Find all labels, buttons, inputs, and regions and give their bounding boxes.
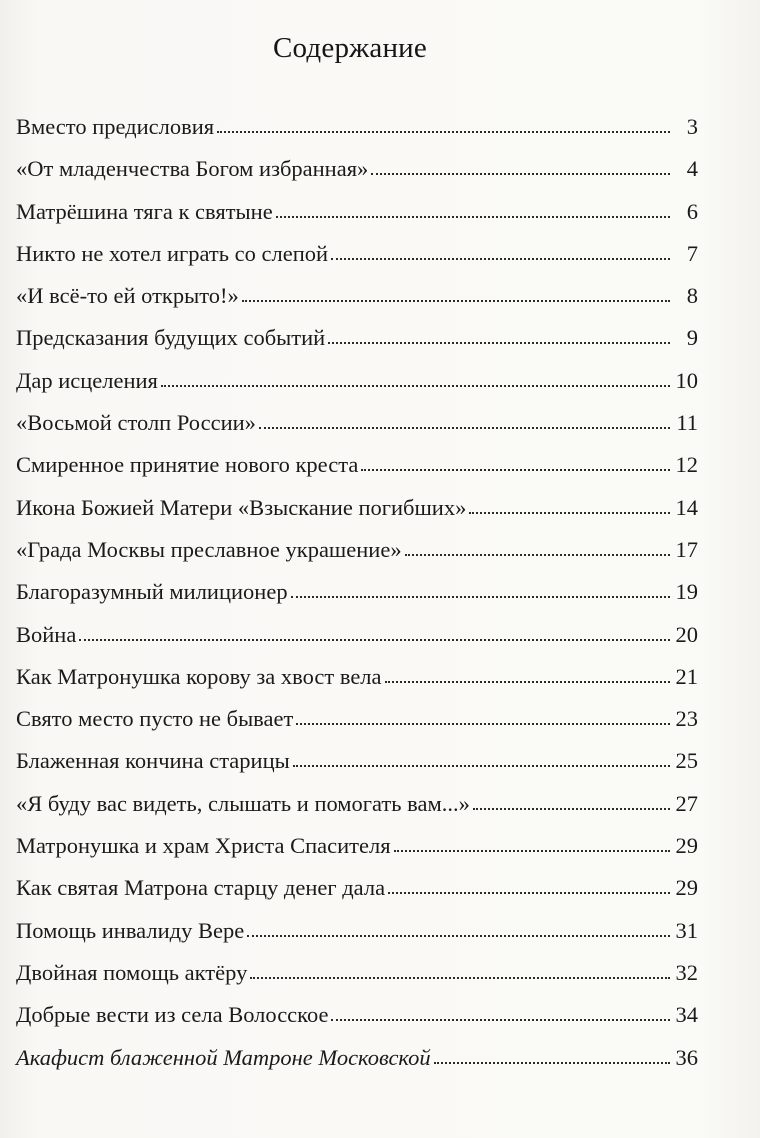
toc-page-number: 20 <box>675 621 698 647</box>
dot-leader <box>405 552 670 556</box>
toc-page-number: 12 <box>675 452 698 478</box>
toc-page-number: 10 <box>675 367 698 393</box>
toc-entry-title: Добрые вести из села Волосское <box>16 1002 329 1028</box>
toc-page-number: 17 <box>675 536 698 562</box>
dot-leader <box>293 763 670 767</box>
toc-entry <box>16 275 698 317</box>
toc-page-number: 32 <box>675 959 698 985</box>
toc-page-number: 3 <box>686 114 698 139</box>
dot-leader <box>161 383 670 387</box>
toc-entry <box>16 994 698 1036</box>
toc-page-number: 4 <box>686 156 698 182</box>
dot-leader <box>388 890 669 894</box>
toc-entry-title: «Восьмой столп России» <box>16 410 256 436</box>
dot-leader <box>276 214 670 218</box>
toc-page-number: 19 <box>675 579 698 605</box>
toc-entry <box>16 317 698 359</box>
dot-leader <box>79 637 669 641</box>
dot-leader <box>291 594 670 598</box>
page-title: Содержание <box>273 32 427 64</box>
toc-entry-title: «Града Москвы преславное украшение» <box>16 536 402 562</box>
toc-entry-title: Дар исцеления <box>16 367 158 393</box>
toc-page-number: 14 <box>675 494 698 520</box>
toc-entry-title: Смиренное принятие нового креста <box>16 452 359 478</box>
dot-leader <box>385 679 670 683</box>
toc-entry-title: «И всё-то ей открыто!» <box>16 283 239 309</box>
toc-entry <box>16 402 698 444</box>
toc-entry <box>16 487 698 529</box>
toc-page-number: 23 <box>675 706 698 732</box>
toc-entry-title: Как Матронушка корову за хвост вела <box>16 663 382 689</box>
toc-entry-title: Блаженная кончина старицы <box>16 748 290 774</box>
toc-entry-title: «Я буду вас видеть, слышать и помогать вам...» <box>16 790 470 816</box>
dot-leader <box>217 129 670 133</box>
dot-leader <box>250 975 669 979</box>
toc-entry-title: Акафист блаженной Матроне Московской <box>16 1044 431 1070</box>
toc-entry-title: Икона Божией Матери «Взыскание погибших» <box>16 494 467 520</box>
toc-entry <box>16 867 698 909</box>
toc-entry <box>16 910 698 952</box>
toc-page-number: 27 <box>675 790 698 816</box>
toc-entry-title: Помощь инвалиду Вере <box>16 917 245 943</box>
dot-leader <box>242 298 670 302</box>
toc-page-number: 29 <box>675 875 698 901</box>
dot-leader <box>473 806 670 810</box>
toc-entry-title: «От младенчества Богом избранная» <box>16 156 369 182</box>
toc-entry-title: Матронушка и храм Христа Спасителя <box>16 833 391 859</box>
toc-entry <box>16 740 698 782</box>
toc-entry <box>16 148 698 190</box>
dot-leader <box>331 256 670 260</box>
dot-leader <box>247 933 669 937</box>
toc-entry <box>16 825 698 867</box>
toc-page-number: 36 <box>675 1044 698 1070</box>
toc-entry <box>16 191 698 233</box>
toc-page-number: 34 <box>675 1002 698 1028</box>
toc-page-number: 6 <box>686 198 698 224</box>
toc-entry-title: Как святая Матрона старцу денег дала <box>16 875 386 901</box>
dot-leader <box>361 467 669 471</box>
toc-page-number: 25 <box>675 748 698 774</box>
dot-leader <box>394 848 670 852</box>
dot-leader <box>371 171 670 175</box>
toc-entry-akathist <box>16 1037 698 1079</box>
toc-entry <box>16 529 698 571</box>
toc-entry <box>16 360 698 402</box>
toc-entry <box>16 233 698 275</box>
toc-entry <box>16 698 698 740</box>
dot-leader <box>469 510 669 514</box>
dot-leader <box>259 425 670 429</box>
toc-entry <box>16 444 698 486</box>
toc-entry-title: Война <box>16 621 77 647</box>
toc-page-number: 7 <box>686 240 698 266</box>
toc-page-number: 8 <box>686 283 698 309</box>
toc-page-number: 21 <box>675 663 698 689</box>
toc-entry <box>16 656 698 698</box>
toc-page-number: 29 <box>675 833 698 859</box>
toc-page-number: 11 <box>676 410 698 436</box>
toc-entry-title: Предсказания будущих событий <box>16 325 326 351</box>
dot-leader <box>434 1060 670 1064</box>
toc-entry-title: Вместо предисловия <box>16 114 215 139</box>
toc-entry <box>16 783 698 825</box>
toc-page-number: 9 <box>686 325 698 351</box>
toc-entry-title: Двойная помощь актёру <box>16 959 248 985</box>
toc-entry-title: Никто не хотел играть со слепой <box>16 240 329 266</box>
toc-entry-title: Благоразумный милиционер <box>16 579 288 605</box>
toc-entry <box>16 614 698 656</box>
dot-leader <box>296 721 669 725</box>
toc-entry <box>16 952 698 994</box>
table-of-contents <box>16 106 698 1079</box>
dot-leader <box>331 1017 669 1021</box>
toc-entry-title: Матрёшина тяга к святыне <box>16 198 273 224</box>
toc-entry-title: Свято место пусто не бывает <box>16 706 294 732</box>
toc-entry <box>16 106 698 148</box>
toc-page-number: 31 <box>675 917 698 943</box>
dot-leader <box>328 340 670 344</box>
toc-entry <box>16 571 698 613</box>
